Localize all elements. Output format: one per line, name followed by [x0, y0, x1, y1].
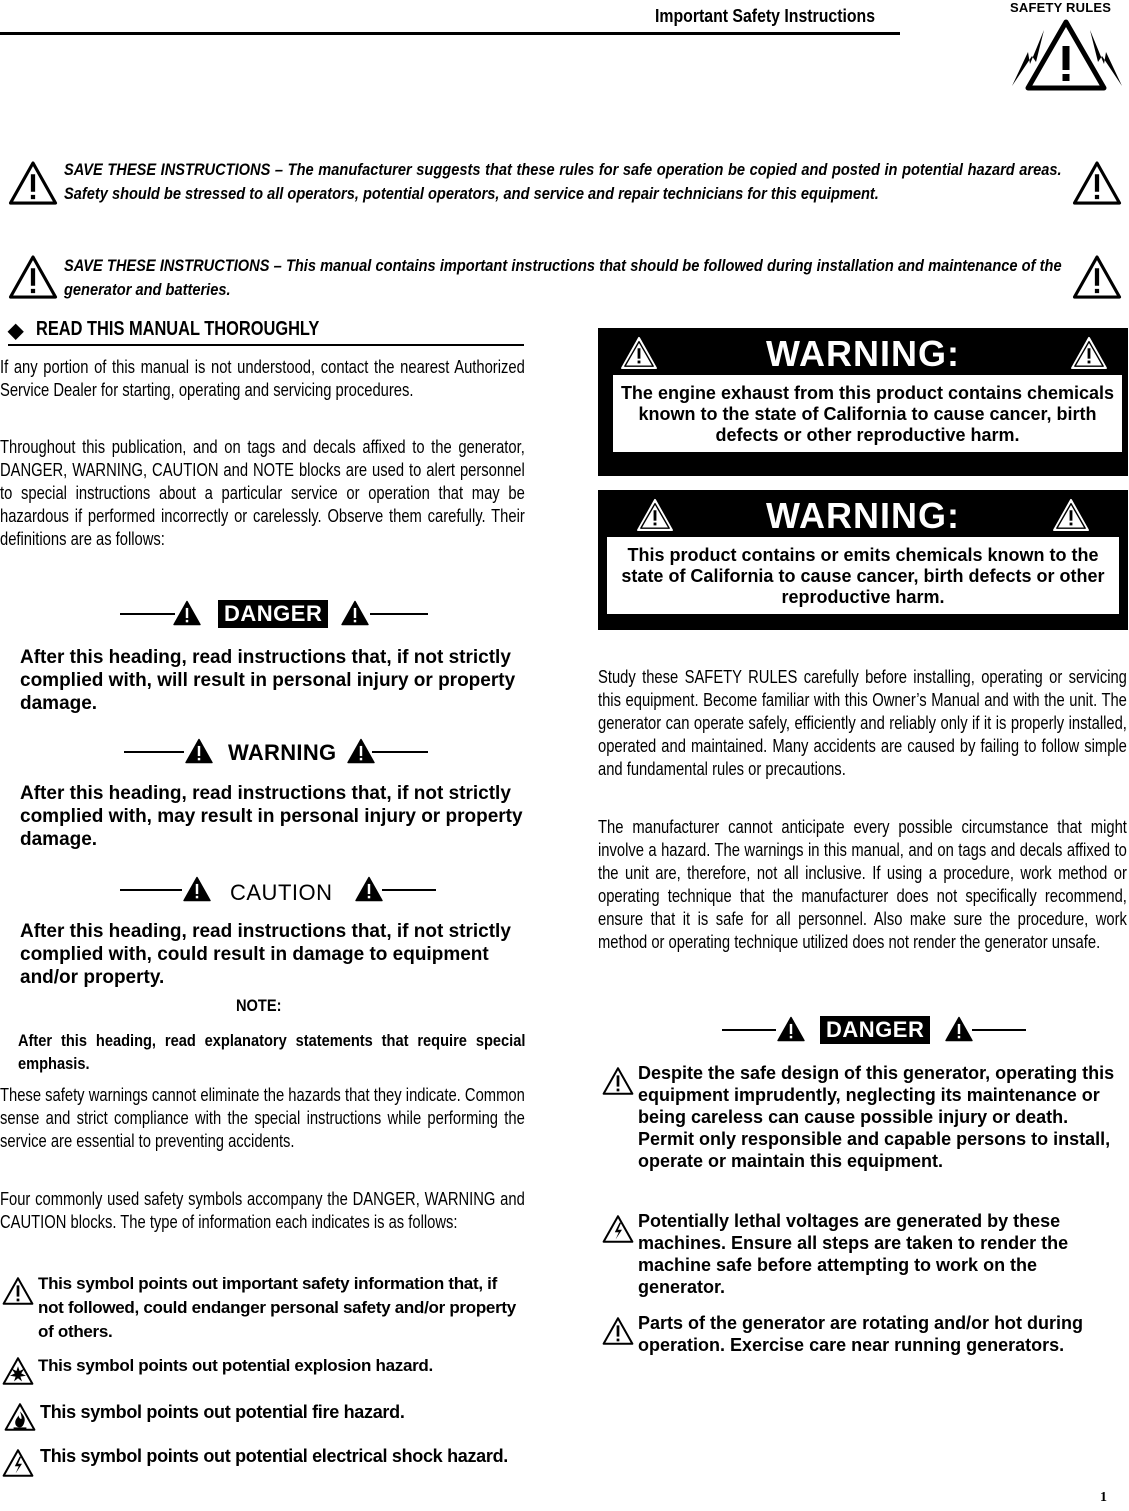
safety-alert-icon	[172, 600, 202, 626]
safety-alert-icon	[182, 876, 212, 902]
left-intro-paragraph-2: Throughout this publication, and on tags and decals affixed to the generator, DANGER, WARNING, CAUTION and NOTE blocks are used to alert personnel to special instructions about a particular service or operation that may be hazardous if performed incorrectly or carelessly. Observe them carefully. Their definitions are as follows:	[0, 437, 525, 549]
danger-label-block	[120, 598, 430, 632]
left-intro-paragraph-1: If any portion of this manual is not understood, contact the nearest Authorized Service Dealer for starting, operating and servicing procedures.	[0, 357, 525, 400]
warning-box-title: WARNING:	[766, 333, 960, 374]
warning-box-text: The engine exhaust from this product contains chemicals known to the state of California to cause cancer, birth defects or other reproductive harm.	[613, 375, 1122, 452]
right-paragraph-2: The manufacturer cannot anticipate every possible circumstance that might involve a hazard. The warnings in this manual, and on tags and decals affixed to the unit are, therefore, not all inclusive. If using a procedure, work method or operating technique that the manufacturer does not specifically recommend, ensure that it is safe for all personnel. Also make sure the procedure, work method or operating technique utilized does not render the generator unsafe.	[598, 817, 1127, 952]
safety-alert-icon	[602, 1066, 634, 1096]
save-instructions-lead: SAVE THESE INSTRUCTIONS –	[64, 256, 282, 275]
page-number: 1	[1100, 1490, 1107, 1505]
safety-alert-icon	[1072, 160, 1122, 206]
caution-definition: After this heading, read instructions that, if not strictly complied with, could result in damage to equipment and/or property.	[20, 921, 511, 988]
california-warning-box-2	[598, 490, 1128, 630]
safety-alert-icon	[8, 254, 58, 300]
fire-icon	[4, 1402, 36, 1432]
save-instructions-2	[64, 254, 1062, 302]
danger-item-3: Parts of the generator are rotating and/or hot during operation. Exercise care near running generators.	[638, 1313, 1084, 1355]
header-rule	[0, 32, 900, 35]
safety-alert-icon	[2, 1276, 34, 1306]
left-paragraph-3: These safety warnings cannot eliminate the hazards that they indicate. Common sense and strict compliance with the special instructions while performing the service are essential to preventing accidents.	[0, 1085, 525, 1151]
explosion-icon	[2, 1356, 34, 1386]
safety-alert-icon	[602, 1316, 634, 1346]
safety-alert-icon	[1052, 498, 1090, 532]
left-paragraph-4: Four commonly used safety symbols accompany the DANGER, WARNING and CAUTION blocks. The type of information each indicates is as follows:	[0, 1189, 525, 1232]
diamond-bullet-icon: ◆	[8, 320, 24, 342]
safety-rules-badge-icon	[1008, 16, 1126, 92]
warning-box-text: This product contains or emits chemicals known to the state of California to cause cancer, birth defects or other reproductive harm.	[607, 537, 1119, 614]
caution-label-block	[120, 874, 440, 908]
warning-box-title: WARNING:	[766, 495, 960, 536]
section-heading: READ THIS MANUAL THOROUGHLY	[36, 318, 320, 340]
electric-shock-icon	[2, 1448, 34, 1478]
danger-item-1: Despite the safe design of this generator, operating this equipment imprudently, neglecting its maintenance or being careless can cause possible injury or death. Permit only responsible and capable persons to install, operate or maintain this equipment.	[638, 1063, 1115, 1171]
safety-alert-icon	[354, 876, 384, 902]
section-rule	[8, 344, 524, 346]
safety-alert-icon	[340, 600, 370, 626]
safety-rules-label: SAFETY RULES	[1010, 0, 1112, 15]
right-paragraph-1: Study these SAFETY RULES carefully before installing, operating or servicing this equipment. Become familiar with this Owner’s Manual and with the unit. The generator can operate safely, efficiently and reliably only if it is properly installed, operated and maintained. Many accidents are caused by failing to follow simple and fundamental rules or precautions.	[598, 667, 1127, 779]
warning-label: WARNING	[228, 740, 337, 765]
note-label: NOTE:	[236, 996, 282, 1015]
page-header-title: Important Safety Instructions	[655, 6, 876, 26]
save-instructions-text: This manual contains important instructions that should be followed during installation and maintenance of the generator and batteries.	[64, 256, 1062, 299]
california-warning-box-1	[598, 328, 1128, 476]
warning-label-block	[124, 736, 434, 770]
safety-alert-icon	[184, 738, 214, 764]
caution-label: CAUTION	[230, 880, 333, 905]
symbol-electric-shock-text: This symbol points out potential electrical shock hazard.	[40, 1446, 508, 1466]
note-definition: After this heading, read explanatory statements that require special emphasis.	[18, 1031, 526, 1073]
electric-shock-icon	[602, 1214, 634, 1244]
save-instructions-text: The manufacturer suggests that these rules for safe operation be copied and posted in potential hazard areas. Safety should be stressed to all operators, potential operators, and service and repair technicians for this equipment.	[64, 160, 1062, 203]
safety-alert-icon	[776, 1016, 806, 1042]
danger-label: DANGER	[820, 1016, 930, 1044]
safety-alert-icon	[1072, 254, 1122, 300]
symbol-safety-alert-text: This symbol points out important safety information that, if not followed, could endanger personal safety and/or property of others.	[38, 1274, 516, 1341]
danger-item-2: Potentially lethal voltages are generated by these machines. Ensure all steps are taken to render the machine safe before attempting to work on the generator.	[638, 1211, 1069, 1297]
danger-label-block	[722, 1014, 1032, 1048]
safety-alert-icon	[620, 336, 658, 370]
safety-alert-icon	[944, 1016, 974, 1042]
save-instructions-lead: SAVE THESE INSTRUCTIONS –	[64, 160, 284, 179]
symbol-explosion-text: This symbol points out potential explosion hazard.	[38, 1356, 433, 1375]
danger-definition: After this heading, read instructions that, if not strictly complied with, will result in personal injury or property damage.	[20, 647, 516, 714]
warning-definition: After this heading, read instructions that, if not strictly complied with, may result in personal injury or property damage.	[20, 783, 523, 850]
danger-label: DANGER	[218, 600, 328, 628]
safety-alert-icon	[8, 160, 58, 206]
safety-alert-icon	[1070, 336, 1108, 370]
safety-alert-icon	[636, 498, 674, 532]
save-instructions-1	[64, 158, 1062, 206]
symbol-fire-text: This symbol points out potential fire hazard.	[40, 1402, 405, 1422]
